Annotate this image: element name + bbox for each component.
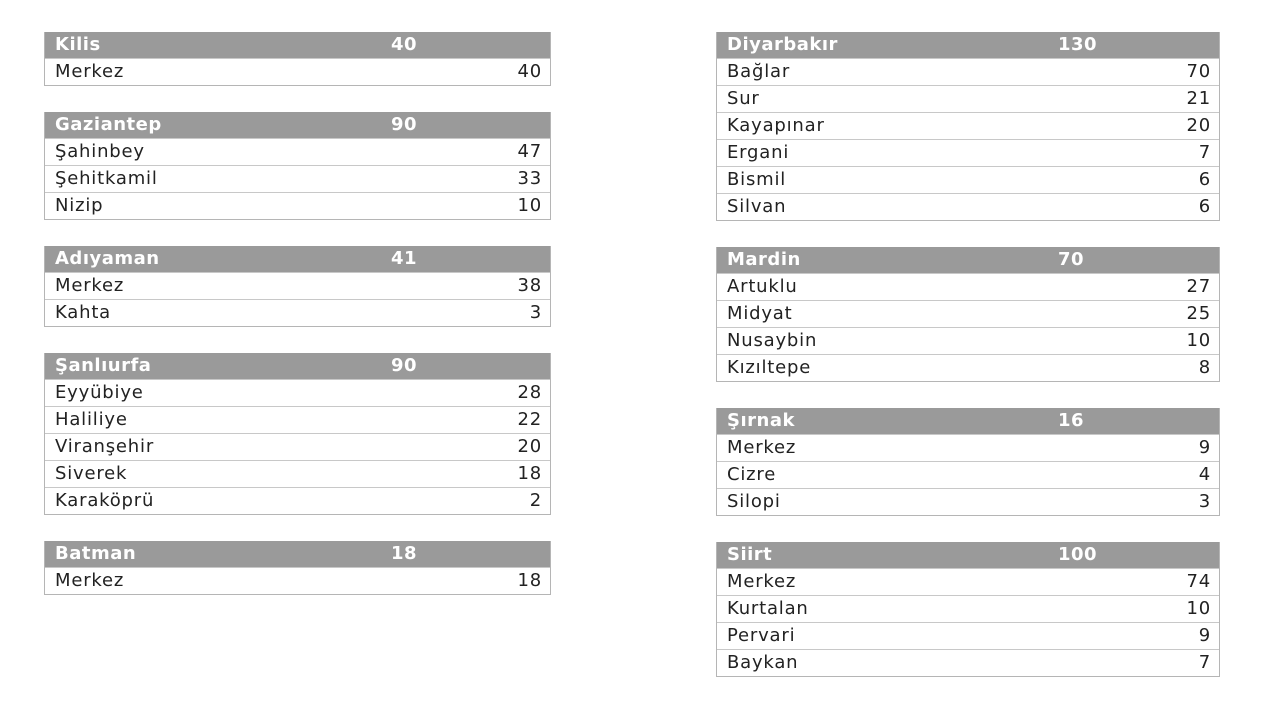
district-count: 40 (517, 61, 542, 82)
district-count: 10 (517, 195, 542, 216)
province-header (45, 541, 550, 567)
district-row (45, 58, 550, 85)
district-name: Karaköprü (55, 490, 155, 511)
district-row (45, 567, 550, 594)
district-name: Siverek (55, 463, 128, 484)
district-name: Merkez (55, 61, 125, 82)
district-count: 33 (517, 168, 542, 189)
district-row (45, 487, 550, 514)
district-name: Merkez (55, 275, 125, 296)
district-row (717, 649, 1219, 676)
district-name: Baykan (727, 652, 799, 673)
province-name: Diyarbakır (727, 34, 838, 55)
district-name: Pervari (727, 625, 796, 646)
district-count: 2 (529, 490, 542, 511)
province-table-adiyaman (44, 246, 551, 327)
province-header (717, 247, 1219, 273)
district-row (717, 193, 1219, 220)
province-table-siirt (716, 542, 1220, 677)
district-row (45, 192, 550, 219)
district-name: Kurtalan (727, 598, 809, 619)
province-name: Mardin (727, 249, 801, 270)
province-name: Şırnak (727, 410, 795, 431)
province-name: Şanlıurfa (55, 355, 152, 376)
district-row (717, 354, 1219, 381)
district-count: 8 (1198, 357, 1211, 378)
province-header (45, 353, 550, 379)
district-name: Merkez (55, 570, 125, 591)
district-count: 20 (1186, 115, 1211, 136)
district-name: Bağlar (727, 61, 791, 82)
district-count: 6 (1198, 196, 1211, 217)
district-name: Ergani (727, 142, 790, 163)
province-total: 16 (1058, 410, 1085, 431)
district-row (717, 166, 1219, 193)
district-row (717, 112, 1219, 139)
district-name: Silvan (727, 196, 787, 217)
district-count: 10 (1186, 330, 1211, 351)
province-name: Gaziantep (55, 114, 162, 135)
province-table-kilis (44, 32, 551, 86)
district-count: 21 (1186, 88, 1211, 109)
district-name: Şehitkamil (55, 168, 158, 189)
province-table-mardin (716, 247, 1220, 382)
district-row (45, 433, 550, 460)
district-count: 70 (1186, 61, 1211, 82)
district-name: Cizre (727, 464, 777, 485)
district-count: 6 (1198, 169, 1211, 190)
district-name: Haliliye (55, 409, 128, 430)
district-count: 20 (517, 436, 542, 457)
district-row (45, 460, 550, 487)
district-row (717, 139, 1219, 166)
district-name: Kayapınar (727, 115, 825, 136)
district-row (45, 272, 550, 299)
province-total: 130 (1058, 34, 1098, 55)
district-row (45, 379, 550, 406)
district-count: 74 (1186, 571, 1211, 592)
district-name: Kızıltepe (727, 357, 812, 378)
district-name: Merkez (727, 437, 797, 458)
province-table-sirnak (716, 408, 1220, 516)
district-row (717, 327, 1219, 354)
district-count: 9 (1198, 625, 1211, 646)
district-row (717, 595, 1219, 622)
district-row (717, 85, 1219, 112)
district-row (717, 488, 1219, 515)
district-name: Artuklu (727, 276, 798, 297)
district-row (717, 568, 1219, 595)
district-count: 3 (1198, 491, 1211, 512)
province-table-sanliurfa (44, 353, 551, 515)
province-total: 100 (1058, 544, 1098, 565)
district-count: 22 (517, 409, 542, 430)
province-table-batman (44, 541, 551, 595)
left-column (44, 32, 551, 621)
province-table-gaziantep (44, 112, 551, 220)
province-header (45, 246, 550, 272)
district-name: Nizip (55, 195, 104, 216)
district-name: Merkez (727, 571, 797, 592)
province-name: Kilis (55, 34, 101, 55)
district-name: Nusaybin (727, 330, 818, 351)
province-header (45, 32, 550, 58)
district-name: Midyat (727, 303, 793, 324)
district-row (717, 273, 1219, 300)
province-total: 18 (391, 543, 418, 564)
district-name: Bismil (727, 169, 787, 190)
district-row (45, 406, 550, 433)
district-count: 38 (517, 275, 542, 296)
province-total: 40 (391, 34, 418, 55)
district-count: 4 (1198, 464, 1211, 485)
district-count: 9 (1198, 437, 1211, 458)
district-row (717, 434, 1219, 461)
district-name: Eyyübiye (55, 382, 144, 403)
district-row (45, 299, 550, 326)
district-count: 27 (1186, 276, 1211, 297)
district-count: 18 (517, 463, 542, 484)
district-count: 28 (517, 382, 542, 403)
right-column (716, 32, 1220, 703)
district-name: Kahta (55, 302, 112, 323)
district-count: 25 (1186, 303, 1211, 324)
province-header (717, 542, 1219, 568)
district-row (717, 461, 1219, 488)
district-name: Şahinbey (55, 141, 145, 162)
province-header (717, 32, 1219, 58)
district-count: 3 (529, 302, 542, 323)
province-name: Adıyaman (55, 248, 160, 269)
district-count: 10 (1186, 598, 1211, 619)
province-header (45, 112, 550, 138)
district-row (45, 165, 550, 192)
province-total: 70 (1058, 249, 1085, 270)
province-total: 90 (391, 355, 418, 376)
district-name: Sur (727, 88, 760, 109)
province-total: 41 (391, 248, 418, 269)
province-name: Batman (55, 543, 137, 564)
district-name: Silopi (727, 491, 781, 512)
district-count: 7 (1198, 652, 1211, 673)
district-count: 18 (517, 570, 542, 591)
district-row (717, 622, 1219, 649)
district-row (717, 300, 1219, 327)
district-name: Viranşehir (55, 436, 155, 457)
province-total: 90 (391, 114, 418, 135)
district-count: 47 (517, 141, 542, 162)
district-row (45, 138, 550, 165)
province-name: Siirt (727, 544, 773, 565)
province-table-diyarbakir (716, 32, 1220, 221)
district-row (717, 58, 1219, 85)
province-header (717, 408, 1219, 434)
district-count: 7 (1198, 142, 1211, 163)
